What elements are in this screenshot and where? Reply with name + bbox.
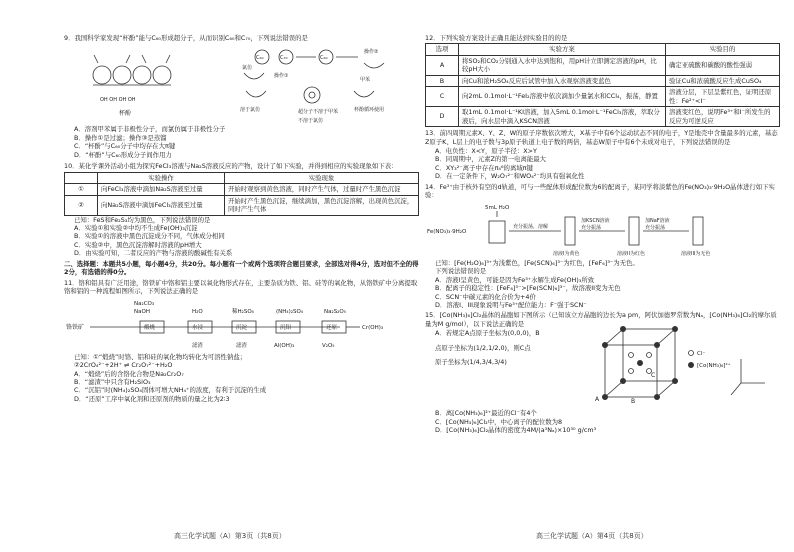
flow-step-3: 沉淀 (236, 324, 248, 331)
q11-option-b: B．“滤渣”中只含有H₂SiO₃ (74, 377, 151, 386)
svg-text:OH OH OH OH: OH OH OH OH (100, 97, 136, 104)
q15-crystal-cell (593, 325, 773, 407)
q14-step1: 充分振荡，溶解 (513, 223, 549, 230)
q12-cell: 溶液分层，下层呈紫红色，证明还原性：Fe²⁺<I⁻ (666, 87, 780, 107)
q15-stem: 15．[Co(NH₃)₆]Cl₂晶体的晶胞如下图所示（已知该立方晶胞的边长为a pm，阿伏加德罗常数为Nₐ，[Co(NH₃)₆]Cl₂的摩尔质量为M g/mol），以下说法正确的是 (425, 311, 777, 328)
q14-tube1: 溶液I为黄色 (553, 250, 580, 257)
q15-option-a (435, 329, 585, 366)
q12-th-2: 实验目的 (666, 44, 780, 55)
flow-step-1: 煅烧 (144, 324, 156, 331)
q12-cell: 向2mL 0.1mol·L⁻¹FeI₂溶液中依次滴加少量氯水和CCl₄，振荡，静置 (459, 87, 666, 107)
q13-option-d: D．在一定条件下，W₂O₇²⁻和WO₄²⁻均具有强氧化性 (435, 172, 585, 181)
table-row (65, 184, 419, 195)
q12-cell: C (426, 87, 459, 107)
q9-flow (240, 48, 384, 124)
q14-reagent3: 加NaF溶液 (645, 217, 670, 224)
q14-option-d: D．溶液I、III现象说明与Fe³⁺配位能力：F⁻强于SCN⁻ (435, 300, 587, 309)
table-row (426, 75, 780, 86)
table-row (426, 87, 780, 107)
right-column (425, 34, 780, 435)
flow-bottom-4: Cr(OH)₃ (362, 324, 384, 331)
q13-option-b: B．同周期中，元素Z的第一电离能最大 (435, 155, 547, 164)
q10-stem: 10．某化学课外活动小组为探究FeCl₃溶液与Na₂S溶液反应的产物，设计了如下实验，并得到相应的实验现象如下表： (64, 162, 398, 171)
q11-option-d: D．“还原”工序中氧化剂和还原剂的物质的量之比为2∶3 (74, 394, 230, 403)
q11-note-2: ②2CrO₄²⁻+2H⁺ ⇌ Cr₂O₇²⁻+H₂O (74, 361, 173, 370)
q10-option-a: A．实验①和实验②中均不生成Fe(OH)₃沉淀 (74, 223, 198, 232)
q10-cell: 向FeCl₃溶液中滴加Na₂S溶液至过量 (98, 184, 225, 195)
q15-option-b: B．离[Co(NH₃)₆]²⁺最近的Cl⁻有4个 (435, 409, 537, 418)
q14-step3: 充分振荡 (645, 224, 666, 231)
flow-step-2: 水浸 (192, 324, 204, 331)
point-b-label: B (631, 398, 636, 406)
q12-th-0: 选项 (426, 44, 459, 55)
q14-option-c: C．SCN⁻中碳元素的化合价为+4价 (435, 292, 536, 301)
c60-label: C₆₀ (256, 55, 264, 62)
q11-option-a: A．“煅烧”后的含铬化合物是Na₂Cr₂O₇ (74, 369, 184, 378)
flow-step-4: 沉铝 (280, 324, 292, 331)
c60-label-2: C₆₀ (320, 55, 328, 62)
q9-figure (64, 43, 419, 125)
q12-th-1: 实验方案 (459, 44, 666, 55)
table-row (426, 107, 780, 127)
q10-th-2: 实验现象 (225, 172, 419, 183)
q9-option-c: C．“杯酚”与C₆₀分子中均存在大π键 (74, 142, 176, 151)
q9-option-a: A．溶剂甲苯属于非极性分子，而氯仿属于非极性分子 (74, 125, 226, 134)
q14-figure (425, 201, 780, 259)
q14-water: 5mL H₂O (485, 204, 510, 211)
q11-option-c: C．“沉铝”时(NH₄)₂SO₄固体可增大NH₄⁺的浓度，有利于沉淀的生成 (74, 386, 267, 395)
q12-cell: 验证Cu和浓硫酸反应生成CuSO₄ (666, 75, 780, 86)
calixarene-molecule (93, 55, 171, 103)
flow-top-0: Na₂CO₃ (134, 300, 155, 307)
q13-option-a: A．电负性：X<Y，原子半径：X>Y (435, 146, 537, 155)
q10-cell: 开始时观察到黄色溶液，同时产生气体，过量时产生黑色沉淀 (225, 184, 419, 195)
q14-sub: 下列说法错误的是 (435, 267, 487, 276)
q15-block (425, 329, 780, 409)
axes-icon (731, 359, 765, 395)
q10-table-header (65, 172, 419, 183)
op2-label: 操作② (364, 49, 379, 56)
section-2-header: 二、选择题：本题共5小题，每小题4分，共20分。每小题有一个或两个选项符合题目要求，全部选对得4分，选对但不全的得2分，有选错的得0分。 (64, 259, 419, 277)
q14-step2: 充分振荡 (581, 224, 602, 231)
c70-label: C₇₀ (280, 55, 288, 62)
insoluble-label: 不溶于氯仿 (298, 118, 324, 125)
q14-stem: 14．Fe³⁺由于核外有空的d轨道，可与一些配体形成配位数为6的配离子，某同学将淡紫色的Fe(NO₃)₃·9H₂O晶体进行如下实验： (425, 182, 775, 200)
q12-cell: 向Cu和浓H₂SO₄反应后试管中加入水观察溶液变蓝色 (459, 75, 666, 86)
q12-table (425, 43, 780, 127)
flow-top-2: H₂O (192, 308, 203, 315)
flow-bottom-2: Al(OH)₃ (274, 342, 295, 349)
q12-table-header (426, 44, 780, 55)
flow-bottom-3: V₂O₅ (322, 342, 335, 349)
q10-note: 已知：FeS和Fe₂S₃均为黑色，下列说法错误的是 (74, 215, 211, 224)
q10-th-1: 实验操作 (98, 172, 225, 183)
flow-top-3: 稀H₂SO₄ (232, 308, 254, 315)
q9-option-b: B．操作①是过滤；操作③是蒸馏 (74, 133, 167, 142)
table-row (65, 195, 419, 215)
q15-option-d: D．[Co(NH₃)₆]Cl₂晶体的密度为4M/(a³Nₐ)×10³⁰ g/cm³ (435, 426, 597, 435)
q10-cell: 向Na₂S溶液中滴加FeCl₃溶液至过量 (98, 195, 225, 215)
q14-tube3: 溶液III为无色 (681, 250, 711, 257)
legend-complex: [Co(NH₃)₆]²⁺ (697, 363, 731, 370)
supramolecule-label: 超分子不溶于甲苯 (298, 109, 339, 116)
flow-bottom-0: 滤渣 (192, 342, 204, 349)
q15-a-line3: 原子坐标为(1/4,3/4,3/4) (435, 358, 507, 367)
flow-step-5: 还原 (326, 324, 338, 331)
legend-cl: Cl⁻ (697, 351, 706, 358)
flow-top-4: (NH₄)₂SO₄ (276, 308, 303, 315)
left-column (64, 34, 419, 403)
op1-label: 操作① (274, 73, 289, 80)
q12-cell: A (426, 55, 459, 75)
q10-table (64, 172, 419, 216)
q13-option-c: C．XY₃²⁻离子中存在π₄⁶的离域π键 (435, 163, 533, 172)
q14-note: 已知：[Fe(H₂O)₆]³⁺为浅紫色，[Fe(SCN)₆]³⁻为红色，[FeF₆]³⁻为无色。 (435, 258, 639, 267)
flow-top-1: NaOH (134, 308, 150, 315)
q15-option-c: C．[Co(NH₃)₆]Cl₂中，中心离子的配位数为8 (435, 417, 563, 426)
flow-start: 铬铁矿 (66, 323, 85, 331)
soluble-in-chloroform: 溶于氯仿 (240, 107, 261, 114)
q9-stem: 9．我国科学家发现“杯酚”能与C₆₀形成超分子，从而识别C₆₀和C₇₀，下列说法错误的是 (64, 34, 308, 42)
calixarene-label: 杯酚 (119, 110, 132, 118)
q10-option-d: D．由实验可知，二者反应的产物与溶液的酸碱性有关系 (74, 249, 233, 258)
q11-flowchart (64, 297, 419, 353)
q14-option-a: A．溶液I呈黄色，可能是因为Fe³⁺水解生成Fe(OH)₃所致 (435, 275, 595, 284)
flow-bottom-1: 滤渣 (236, 342, 248, 349)
solvent1-label: 氯仿 (242, 65, 253, 72)
q12-cell: 取1mL 0.1mol·L⁻¹KI溶液，加入5mL 0.1mol·L⁻¹FeCl₃溶液，萃取分液后，向水层中滴入KSCN溶液 (459, 107, 666, 127)
q10-option-c: C．实验②中，黑色沉淀溶解时溶液的pH增大 (74, 240, 202, 249)
q15-a-line1: A．若规定A点原子坐标为(0,0,0)，B (435, 329, 540, 338)
q15-a-line2: 点原子坐标为(1/2,1/2,0)，则C点 (435, 343, 531, 352)
q11-note-1: 已知：①“煅烧”时铬、铝和硅的氧化物均转化为可溶性钠盐； (74, 352, 247, 361)
q12-cell: 确定亚硫酸和碳酸的酸性强弱 (666, 55, 780, 75)
q10-cell: ② (65, 195, 98, 215)
q12-cell: 溶液变红色，说明Fe³⁺和I⁻所发生的反应为可逆反应 (666, 107, 780, 127)
page-footer-left: 高三化学试题（A）第3页（共8页） (174, 532, 286, 540)
q9-option-d: D．“杯酚”与C₆₀形成分子间作用力 (74, 150, 172, 159)
q14-solid: Fe(NO₃)₃·9H₂O (427, 228, 467, 235)
q12-cell: D (426, 107, 459, 127)
q14-option-b: B．配离子的稳定性：[FeF₆]³⁻>[Fe(SCN)₆]³⁻，故溶液II变为无色 (435, 284, 621, 293)
q11-stem: 11．铬和铝具有广泛用途，铬铁矿中铬和铝主要以氧化物形式存在，主要杂质为铁、铝、硅等的氧化物，从铬铁矿中分离提取铬和铝的一种流程如图所示，下列说法正确的是 (64, 278, 418, 296)
q10-cell: 开始时产生黑色沉淀，继续滴加，黑色沉淀溶解，出现黄色沉淀，同时产生气体 (225, 195, 419, 215)
q14-tube2: 溶液II为红色 (617, 250, 645, 257)
table-row (426, 55, 780, 75)
page-footer-right: 高三化学试题（A）第4页（共8页） (536, 532, 648, 540)
q10-th-0 (65, 172, 98, 183)
reuse-label: 杯酚循环使用 (354, 107, 385, 114)
q14-reagent2: 加KSCN溶液 (581, 217, 610, 224)
q12-stem: 12．下列实验方案设计正确且能达到实验目的的是 (425, 34, 568, 42)
point-c-label: C (651, 372, 656, 380)
q10-cell: ① (65, 184, 98, 195)
q11-top-reagents (134, 301, 346, 315)
q12-cell: 将SO₂和CO₂分别通入水中达到饱和，用pH计立即测定溶液的pH，比较pH大小 (459, 55, 666, 75)
q10-option-b: B．实验①的溶液中黑色沉淀成分不同，气体成分相同 (74, 232, 225, 241)
point-a-label: A (595, 396, 600, 404)
q12-cell: B (426, 75, 459, 86)
flow-top-5: Na₂S₂O₅ (324, 308, 346, 315)
q13-stem: 13．前四周期元素X、Y、Z、W的原子序数依次增大，X基子中有6个运动状态不同的电子，Y是地壳中含量最多的元素，基态Z原子K、L层上的电子数与3p原子轨道上电子数的两倍，基态W原子中有6个未成对电子，下列说法错误的是 (425, 129, 778, 146)
solvent2-label: 甲苯 (360, 77, 371, 84)
